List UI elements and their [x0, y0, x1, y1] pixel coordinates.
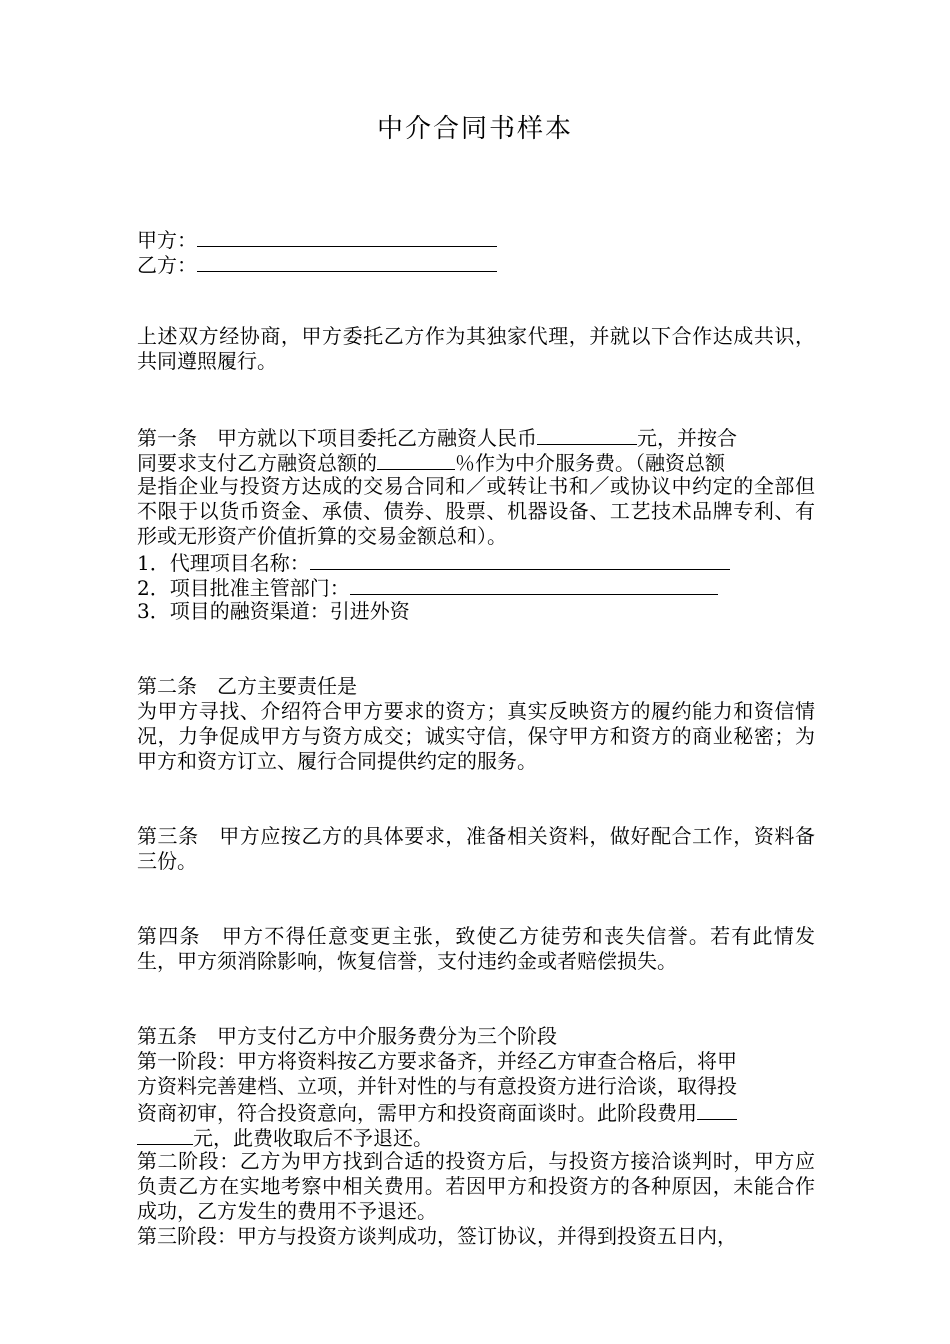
stage-1-line-4	[137, 1124, 815, 1149]
article-1-definition: 是指企业与投资方达成的交易合同和／或转让书和／或协议中约定的全部但不限于以货币资金、承债、债券、股票、机器设备、工艺技术品牌专利、有形或无形资产价值折算的交易金额总和）。	[137, 474, 815, 548]
approval-department-blank[interactable]	[350, 574, 718, 595]
article-1-text-b: 元，并按合	[637, 426, 737, 450]
article-5	[137, 1024, 815, 1249]
article-4	[137, 924, 815, 974]
item-3-line: 3．项目的融资渠道：引进外资	[137, 599, 410, 623]
parties-section	[137, 226, 815, 276]
item-2-line	[137, 574, 815, 599]
fee-percentage-blank[interactable]	[377, 449, 455, 470]
article-5-heading: 第五条 甲方支付乙方中介服务费分为三个阶段	[137, 1024, 557, 1048]
project-name-blank[interactable]	[310, 549, 730, 570]
article-1-line-1	[137, 424, 815, 449]
party-a-blank[interactable]	[197, 226, 497, 247]
article-4-body: 第四条 甲方不得任意变更主张，致使乙方徒劳和丧失信誉。若有此情发生，甲方须消除影响，恢复信誉，支付违约金或者赔偿损失。	[137, 924, 815, 973]
article-1-text-d: ％作为中介服务费。（融资总额	[455, 451, 725, 475]
stage-1-line-1: 第一阶段：甲方将资料按乙方要求备齐，并经乙方审查合格后，将甲	[137, 1049, 737, 1073]
article-1-text-a: 第一条 甲方就以下项目委托乙方融资人民币	[137, 426, 537, 450]
stage-1-line-3	[137, 1099, 815, 1124]
article-1	[137, 424, 815, 624]
stage-2-text: 第二阶段：乙方为甲方找到合适的投资方后，与投资方接洽谈判时，甲方应负责乙方在实地考察中相关费用。若因甲方和投资方的各种原因，未能合作成功，乙方发生的费用不予退还。	[137, 1149, 815, 1223]
document-title: 中介合同书样本	[376, 114, 573, 144]
party-b-blank[interactable]	[197, 251, 497, 272]
party-a-label: 甲方：	[137, 228, 197, 252]
stage-1-fee-blank-b[interactable]	[137, 1124, 193, 1145]
stage-1-text: 资商初审，符合投资意向，需甲方和投资商面谈时。此阶段费用	[137, 1101, 697, 1125]
article-1-text-c: 同要求支付乙方融资总额的	[137, 451, 377, 475]
financing-amount-blank[interactable]	[537, 424, 637, 445]
party-a-line	[137, 226, 815, 251]
article-1-line-2	[137, 449, 815, 474]
party-b-line	[137, 251, 815, 276]
item-2-label: 2．项目批准主管部门：	[137, 576, 350, 600]
article-2	[137, 674, 815, 774]
article-3-body: 第三条 甲方应按乙方的具体要求，准备相关资料，做好配合工作，资料备三份。	[137, 824, 815, 873]
intro-paragraph	[137, 324, 815, 374]
article-2-heading: 第二条 乙方主要责任是	[137, 674, 357, 698]
item-1-label: 1．代理项目名称：	[137, 551, 310, 575]
stage-1-line-2: 方资料完善建档、立项，并针对性的与有意投资方进行洽谈，取得投	[137, 1074, 737, 1098]
item-1-line	[137, 549, 815, 574]
article-2-body: 为甲方寻找、介绍符合甲方要求的资方；真实反映资方的履约能力和资信情况，力争促成甲方与资方成交；诚实守信，保守甲方和资方的商业秘密；为甲方和资方订立、履行合同提供约定的服务。	[137, 699, 815, 773]
stage-3-text: 第三阶段：甲方与投资方谈判成功，签订协议，并得到投资五日内，	[137, 1224, 737, 1248]
article-3	[137, 824, 815, 874]
stage-1-text-end: 元，此费收取后不予退还。	[193, 1126, 433, 1150]
party-b-label: 乙方：	[137, 253, 197, 277]
stage-1-fee-blank-a[interactable]	[697, 1099, 737, 1120]
intro-text: 上述双方经协商，甲方委托乙方作为其独家代理，并就以下合作达成共识，共同遵照履行。	[137, 324, 815, 373]
